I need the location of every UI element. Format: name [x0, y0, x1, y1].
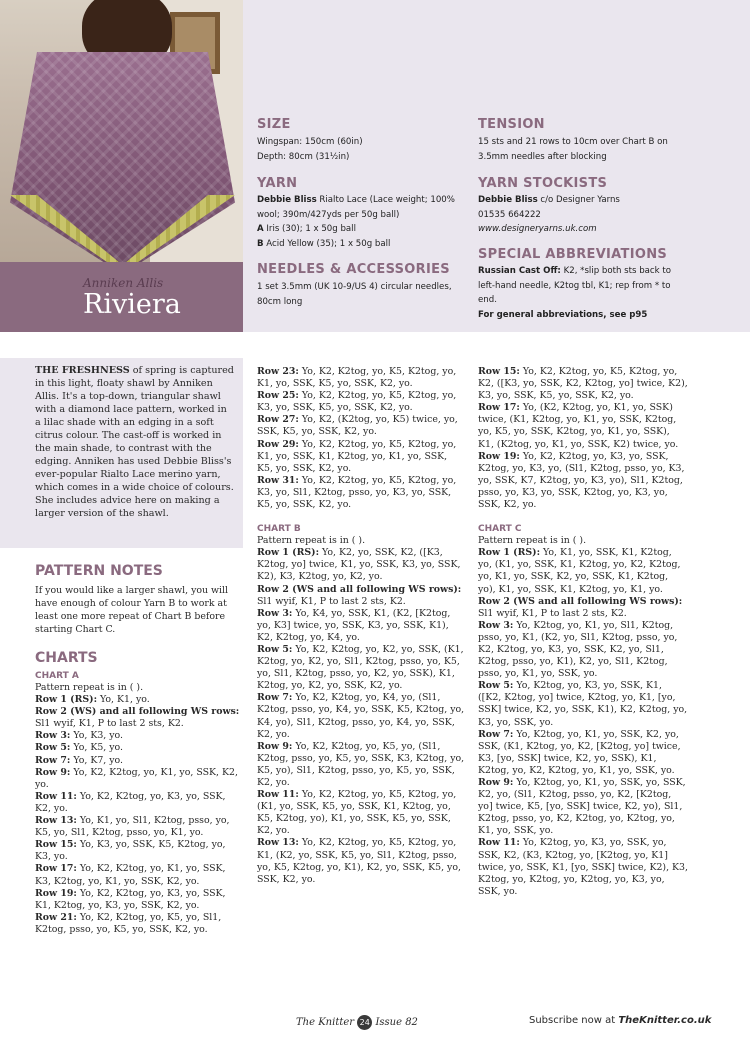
chart-a-repeat: Pattern repeat is in ( ).	[35, 682, 144, 693]
chart-b-continued-rows	[478, 366, 688, 511]
row-instructions: Yo, K1, yo, SSK, K1, K2tog, yo, (K1, yo, SSK, K1, K2tog, yo, K2, K2tog, yo, K1, yo, SSK, K2, yo, SSK, K1, K2tog, yo), K1, yo, SSK, K1, K2tog, yo, K1, yo.	[478, 547, 681, 595]
pattern-title: Riviera	[83, 289, 181, 320]
chart-b-row	[257, 789, 465, 837]
yarn-heading: YARN	[257, 176, 298, 191]
chart-a-row	[35, 863, 240, 887]
row-label: Row 9:	[35, 766, 71, 778]
abbrev-line-1: K2, *slip both sts back to	[560, 266, 671, 276]
footer-subscribe	[529, 1015, 711, 1026]
chart-b-row	[257, 692, 465, 740]
chart-a-row	[257, 366, 465, 390]
row-instructions: Yo, K2, K2tog, yo, K5, K2tog, yo, (K1, yo, SSK, K5, yo, SSK, K1, K2tog, yo, K5, K2tog, yo), K1, yo, SSK, K5, yo, SSK, K2, yo.	[257, 789, 457, 837]
row-instructions: Yo, K2, K2tog, yo, K3, yo, SSK, K1, K2tog, yo, K3, yo, SSK, K2, yo.	[35, 887, 226, 911]
row-instructions: Yo, K1, yo.	[97, 694, 150, 706]
row-label: Row 11:	[257, 789, 299, 801]
row-label: Row 27:	[257, 414, 299, 426]
yarn-a-label: A	[257, 224, 264, 234]
row-label: Row 13:	[35, 815, 77, 827]
row-instructions: Yo, (K2, K2tog, yo, K1, yo, SSK) twice, (K1, K2tog, yo, K1, yo, SSK, K2tog, yo, K5, yo, SSK, K2tog, yo, K1, yo, SSK), K1, (K2tog, yo, K1, yo, SSK, K2) twice, yo.	[478, 402, 679, 450]
chart-a-row	[257, 414, 465, 438]
row-label: Row 9:	[257, 740, 293, 752]
yarn-desc-2: wool; 390m/427yds per 50g ball)	[257, 209, 400, 220]
chart-a-row	[35, 706, 240, 730]
row-label: Row 9:	[478, 777, 514, 788]
chart-b-row	[257, 741, 465, 789]
footer-issue: Issue 82	[375, 1017, 418, 1028]
row-label: Row 19:	[35, 887, 77, 899]
chart-b-row	[257, 837, 465, 885]
row-label: Row 5:	[257, 643, 293, 655]
chart-b-row	[257, 584, 465, 608]
row-instructions: Sl1 wyif, K1, P to last 2 sts, K2.	[35, 718, 184, 730]
yarn-b-label: B	[257, 238, 264, 249]
intro-text: of spring is captured in this light, floaty shawl by Anniken Allis. It's a top-down, triangular shawl with a diamond lace pattern, worked in a lilac shade with an edging in a soft citrus colour. The cast-off is worked in the main shade, to contrast with the edging. Anniken has used Debbie Bliss's ever-popular Rialto Lace merino yarn, which comes in a wide choice of colours. She includes advice here on making a larger version of the shawl.	[35, 365, 234, 519]
chart-c-row	[478, 777, 688, 837]
chart-b-rows	[257, 547, 465, 886]
chart-a-column	[35, 670, 240, 936]
chart-a-row	[35, 767, 240, 791]
yarn-brand: Debbie Bliss	[257, 195, 317, 205]
pattern-notes-heading: PATTERN NOTES	[35, 563, 163, 579]
chart-b-row	[478, 451, 688, 511]
size-depth: Depth: 80cm (31½in)	[257, 151, 350, 162]
stockists-text	[478, 193, 620, 237]
yarn-text	[257, 193, 472, 251]
row-label: Row 2 (WS and all following WS rows):	[478, 595, 683, 607]
row-instructions: Yo, K2, K2tog, yo, K5, yo, (Sl1, K2tog, psso, yo, K5, yo, SSK, K3, K2tog, yo, K5, yo), Sl1, K2tog, psso, yo, K5, yo, SSK, K2, yo.	[257, 740, 465, 788]
chart-b-row	[257, 644, 465, 692]
row-instructions: Sl1 wyif, K1, P to last 2 sts, K2.	[478, 607, 627, 619]
row-label: Row 3:	[257, 607, 293, 619]
middle-column	[257, 366, 465, 886]
row-label: Row 3:	[478, 619, 514, 631]
chart-a-row	[35, 912, 240, 936]
row-instructions: Yo, K2, K2tog, yo, K3, yo, SSK, K2tog, yo, K3, yo, (Sl1, K2tog, psso, yo, K3, yo, SSK, K7, K2tog, yo, K3, yo), Sl1, K2tog, psso, yo, K3, yo, SSK, K2tog, yo, K3, yo, SSK, K2, yo.	[478, 450, 685, 511]
stockists-website[interactable]: www.designeryarns.uk.com	[478, 224, 597, 234]
row-label: Row 13:	[257, 837, 299, 849]
size-text	[257, 135, 363, 164]
row-instructions: Yo, K2, K2tog, yo, K5, K2tog, yo, K2, ([K3, yo, SSK, K2, K2tog, yo] twice, K2), K3, yo, SSK, K5, yo, SSK, K2, yo.	[478, 366, 688, 402]
chart-c-row	[478, 620, 688, 680]
chart-c-row	[478, 729, 688, 777]
row-label: Row 17:	[35, 863, 77, 875]
row-instructions: Yo, K2tog, yo, K1, yo, SSK, K2, yo, SSK, (K1, K2tog, yo, K2, [K2tog, yo] twice, K3, [yo, SSK] twice, K2, yo, SSK), K1, K2tog, yo, K2, K2tog, yo, K1, yo, SSK, yo.	[478, 728, 681, 776]
chart-b-row	[478, 366, 688, 402]
row-label: Row 5:	[478, 680, 514, 692]
row-label: Row 21:	[35, 911, 77, 923]
chart-c-row	[478, 837, 688, 897]
row-label: Row 11:	[35, 790, 77, 802]
tension-line-2: 3.5mm needles after blocking	[478, 151, 607, 162]
chart-a-row	[35, 888, 240, 912]
row-instructions: Yo, K2, K2tog, yo, K5, yo, Sl1, K2tog, psso, yo, K5, yo, SSK, K2, yo.	[35, 911, 222, 935]
abbrev-heading: SPECIAL ABBREVIATIONS	[478, 247, 668, 262]
tension-text	[478, 135, 668, 164]
row-instructions: Yo, K2, (K2tog, yo, K5) twice, yo, SSK, K5, yo, SSK, K2, yo.	[257, 414, 458, 438]
row-label: Row 2 (WS and all following WS rows):	[257, 583, 462, 595]
footer-magazine-name: The Knitter	[296, 1017, 355, 1028]
row-instructions: Sl1 wyif, K1, P to last 2 sts, K2.	[257, 595, 406, 607]
row-label: Row 7:	[35, 754, 71, 766]
row-label: Row 29:	[257, 438, 299, 450]
chart-c-rows	[478, 547, 688, 898]
row-instructions: Yo, K1, yo, Sl1, K2tog, psso, yo, K5, yo, Sl1, K2tog, psso, yo, K1, yo.	[35, 815, 230, 839]
chart-a-row	[35, 839, 240, 863]
abbrev-label: Russian Cast Off:	[478, 266, 561, 276]
row-instructions: Yo, K2, K2tog, yo, K5, K2tog, yo, K3, yo, Sl1, K2tog, psso, yo, K3, yo, SSK, K5, yo, SSK, K2, yo.	[257, 474, 457, 511]
needles-line-1: 1 set 3.5mm (UK 10-9/US 4) circular needles,	[257, 282, 452, 292]
intro-lead: THE FRESHNESS	[35, 365, 130, 376]
row-label: Row 15:	[478, 366, 520, 377]
needles-heading: NEEDLES & ACCESSORIES	[257, 262, 450, 277]
yarn-b-text: Acid Yellow (35); 1 x 50g ball	[263, 238, 391, 249]
chart-a-row	[35, 730, 240, 742]
row-label: Row 3:	[35, 730, 71, 742]
row-label: Row 7:	[257, 692, 293, 704]
row-instructions: Yo, K2, K2tog, yo, K5, K2tog, yo, K1, yo, SSK, K1, K2tog, yo, K1, yo, SSK, K5, yo, SSK, K2, yo.	[257, 438, 457, 474]
row-label: Row 23:	[257, 366, 299, 377]
charts-heading: CHARTS	[35, 650, 98, 666]
row-instructions: Yo, K2, K2tog, yo, K1, yo, SSK, K3, K2tog, yo, K1, yo, SSK, K2, yo.	[35, 863, 226, 887]
abbrev-line-2: left-hand needle, K2tog tbl, K1; rep from * to	[478, 280, 671, 291]
chart-c-row	[478, 596, 688, 620]
row-label: Row 15:	[35, 839, 77, 851]
stockists-company: c/o Designer Yarns	[537, 195, 620, 205]
shawl-photo	[0, 0, 243, 262]
row-instructions: Yo, K2tog, yo, K3, yo, SSK, K1, ([K2, K2tog, yo] twice, K2tog, yo, K1, [yo, SSK] twice, K2, yo, SSK, K1), K2, K2tog, yo, K3, yo, SSK, yo.	[478, 680, 688, 728]
chart-a-row	[257, 390, 465, 414]
row-instructions: Yo, K2, K2tog, yo, K3, yo, SSK, K2, yo.	[35, 790, 226, 814]
row-instructions: Yo, K2, K2tog, yo, K5, K2tog, yo, K1, yo, SSK, K5, yo, SSK, K2, yo.	[257, 366, 457, 390]
row-label: Row 1 (RS):	[478, 547, 541, 559]
row-instructions: Yo, K2, K2tog, yo, K4, yo, (Sl1, K2tog, psso, yo, K4, yo, SSK, K5, K2tog, yo, K4, yo), Sl1, K2tog, psso, yo, K4, yo, SSK, K2, yo.	[257, 692, 465, 740]
row-label: Row 7:	[478, 728, 514, 740]
chart-c-repeat: Pattern repeat is in ( ).	[478, 535, 587, 547]
row-instructions: Yo, K5, yo.	[70, 742, 124, 754]
intro-paragraph	[35, 364, 235, 520]
yarn-a-text: Iris (30); 1 x 50g ball	[263, 224, 356, 234]
row-label: Row 2 (WS) and all following WS rows:	[35, 706, 240, 718]
size-wingspan: Wingspan: 150cm (60in)	[257, 137, 363, 147]
chart-a-row	[35, 755, 240, 767]
row-instructions: Yo, K2tog, yo, K1, yo, SSK, yo, SSK, K2, yo, (Sl1, K2tog, psso, yo, K2, [K2tog, yo] twice, K5, [yo, SSK] twice, K2, yo), Sl1, K2tog, psso, yo, K2, K2tog, yo, K2tog, yo, K1, yo, SSK, yo.	[478, 777, 686, 837]
row-label: Row 25:	[257, 390, 299, 402]
chart-b-heading: CHART B	[257, 524, 301, 535]
chart-a-row	[35, 815, 240, 839]
row-label: Row 19:	[478, 450, 520, 462]
tension-heading: TENSION	[478, 117, 545, 132]
right-column	[478, 366, 688, 898]
abbrev-line-3: end.	[478, 295, 497, 305]
row-instructions: Yo, K3, yo.	[70, 730, 124, 742]
row-instructions: Yo, K2tog, yo, K3, yo, SSK, yo, SSK, K2, (K3, K2tog, yo, [K2tog, yo, K1] twice, yo, SSK, K1, [yo, SSK] twice, K2), K3, K2tog, yo, K2tog, yo, K2tog, yo, K3, yo, SSK, yo.	[478, 837, 688, 897]
footer-subscribe-text: Subscribe now at	[529, 1015, 619, 1026]
chart-b-row	[257, 547, 465, 583]
needles-text	[257, 280, 452, 309]
chart-c-row	[478, 680, 688, 728]
stockists-phone: 01535 664222	[478, 209, 541, 220]
row-label: Row 1 (RS):	[257, 547, 320, 559]
chart-a-row	[35, 791, 240, 815]
chart-a-heading: CHART A	[35, 671, 79, 681]
tension-line-1: 15 sts and 21 rows to 10cm over Chart B on	[478, 137, 668, 147]
chart-b-row	[257, 608, 465, 644]
chart-c-heading: CHART C	[478, 524, 522, 535]
row-instructions: Yo, K2, K2tog, yo, K2, yo, SSK, (K1, K2tog, yo, K2, yo, Sl1, K2tog, psso, yo, K5, yo, Sl1, K2tog, psso, yo, K2, yo, SSK), K1, K2tog, yo, K2, yo, SSK, K2, yo.	[257, 643, 464, 692]
chart-a-row	[257, 475, 465, 511]
row-instructions: Yo, K2, K2tog, yo, K5, K2tog, yo, K3, yo, SSK, K5, yo, SSK, K2, yo.	[257, 390, 457, 414]
row-instructions: Yo, K2tog, yo, K1, yo, Sl1, K2tog, psso, yo, K1, (K2, yo, Sl1, K2tog, psso, yo, K2, K2tog, yo, K3, yo, SSK, K2, yo, Sl1, K2tog, psso, yo, K1), K2, yo, Sl1, K2tog, psso, yo, K1, yo, SSK, yo.	[478, 619, 678, 680]
row-instructions: Yo, K2, yo, SSK, K2, ([K3, K2tog, yo] twice, K1, yo, SSK, K3, yo, SSK, K2), K3, K2tog, yo, K2, yo.	[257, 547, 461, 583]
row-instructions: Yo, K2, K2tog, yo, K5, K2tog, yo, K1, (K2, yo, SSK, K5, yo, Sl1, K2tog, psso, yo, K5, K2tog, yo, K1), K2, yo, SSK, K5, yo, SSK, K2, yo.	[257, 837, 461, 885]
designer-name: Anniken Allis	[83, 276, 164, 290]
footer-subscribe-link[interactable]: TheKnitter.co.uk	[618, 1015, 712, 1026]
row-label: Row 31:	[257, 474, 299, 486]
footer-magazine	[296, 1015, 418, 1030]
chart-a-row	[35, 742, 240, 754]
page-number: 24	[357, 1015, 372, 1030]
row-label: Row 17:	[478, 402, 520, 414]
size-heading: SIZE	[257, 117, 291, 132]
chart-a-row	[35, 694, 240, 706]
chart-a-continued-rows	[257, 366, 465, 511]
stockists-brand: Debbie Bliss	[478, 195, 538, 205]
chart-a-row	[257, 439, 465, 475]
row-instructions: Yo, K3, yo, SSK, K5, K2tog, yo, K3, yo.	[35, 839, 226, 863]
chart-b-row	[478, 402, 688, 450]
row-instructions: Yo, K2, K2tog, yo, K1, yo, SSK, K2, yo.	[35, 766, 238, 790]
row-instructions: Yo, K7, yo.	[70, 754, 124, 766]
pattern-notes-text: If you would like a larger shawl, you will have enough of colour Yarn B to work at least one more repeat of Chart B before starting Chart C.	[35, 585, 229, 635]
chart-b-repeat: Pattern repeat is in ( ).	[257, 535, 366, 547]
row-label: Row 5:	[35, 742, 71, 754]
chart-a-rows	[35, 694, 240, 936]
abbrev-text	[478, 264, 698, 322]
stockists-heading: YARN STOCKISTS	[478, 176, 608, 191]
abbrev-general: For general abbreviations, see p95	[478, 309, 648, 320]
needles-line-2: 80cm long	[257, 296, 303, 307]
row-label: Row 11:	[478, 837, 520, 849]
chart-c-row	[478, 547, 688, 595]
row-instructions: Yo, K4, yo, SSK, K1, (K2, [K2tog, yo, K3] twice, yo, SSK, K3, yo, SSK, K1), K2, K2tog, yo, K4, yo.	[257, 607, 451, 643]
yarn-desc-1: Rialto Lace (Lace weight; 100%	[316, 195, 455, 205]
row-label: Row 1 (RS):	[35, 694, 98, 706]
